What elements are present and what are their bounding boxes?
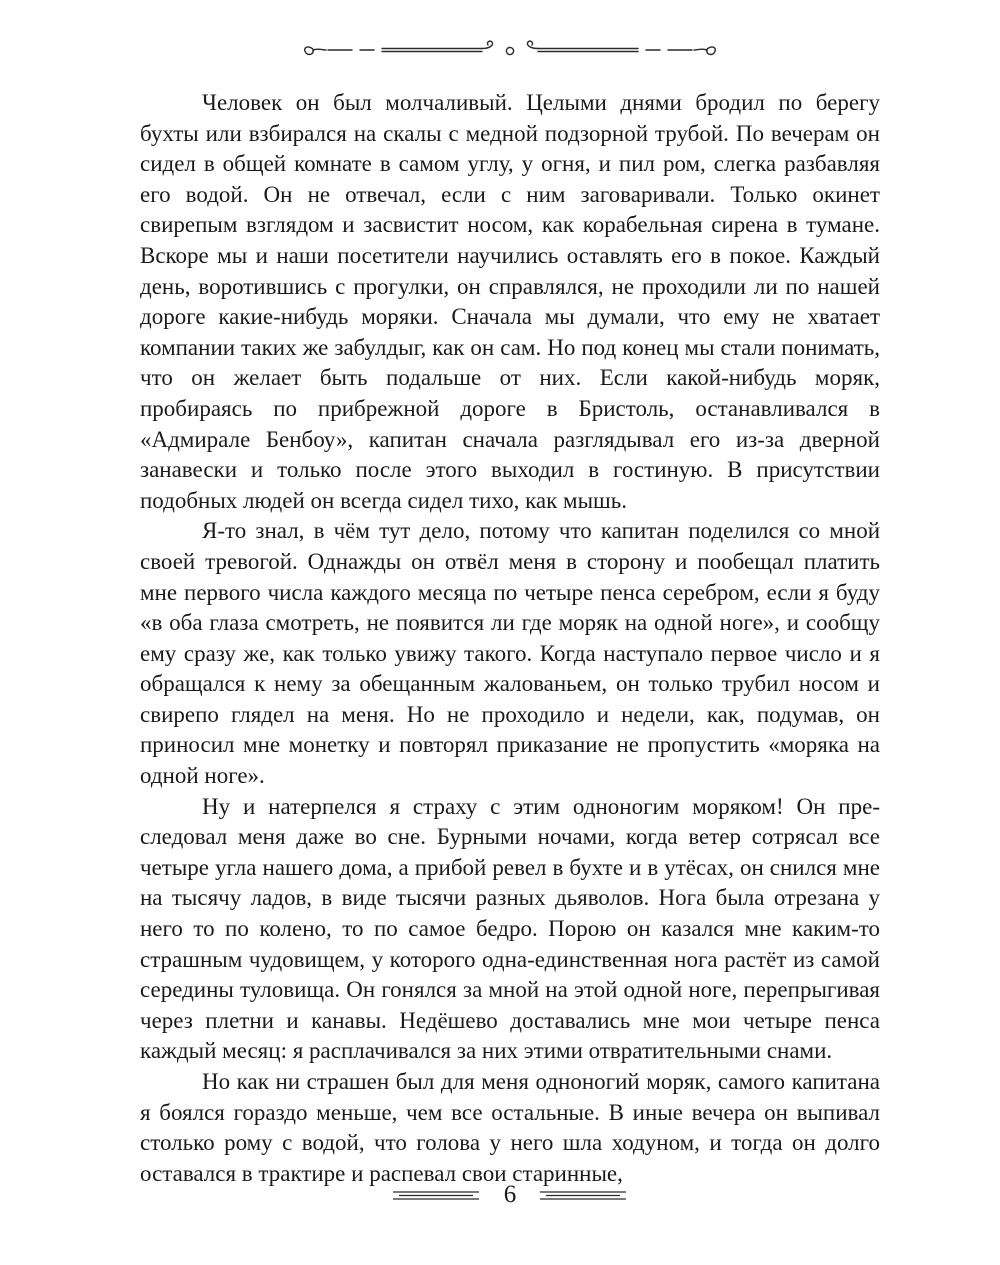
paragraph-1: Человек он был молчаливый. Целыми днями бродил по берегу бухты или взбирался на скалы с медной подзорной трубой. По вечерам он сидел в общей комнате в самом углу, у огня, и пил ром, слегка разбавляя его водой. Он не отвечал, если с ним заговаривали. Только окинет свирепым взглядом и засвистит носом, как корабельная сирена в тумане. Вскоре мы и наши посетители научились оставлять его в покое. Каждый день, воротившись с прогулки, он справлялся, не проходили ли по нашей дороге какие-нибудь моряки. Сначала мы думали, что ему не хватает компании таких же забулдыг, как он сам. Но под конец мы стали понимать, что он желает быть подальше от них. Если какой-нибудь моряк, пробираясь по прибрежной дороге в Бристоль, останавливался в «Адмирале Бенбоу», капитан сначала разглядывал его из-за дверной занавески и только после этого выходил в гостиную. В присутствии подобных людей он всегда сидел тихо, как мышь.	[140, 90, 880, 513]
flourish-divider-icon	[300, 38, 720, 60]
page-footer	[0, 1178, 1000, 1214]
paragraph-4: Но как ни страшен был для меня одноногий моряк, самого капитана я боялся гораздо меньше, чем все остальные. В иные вечера он выпивал столько рому с водой, что голова у него шла ходуном, и тогда он долго оставался в трактире и распевал свои старинные,	[140, 1069, 880, 1186]
page-number: 6	[503, 1181, 517, 1208]
footer-rule-right-icon	[540, 1189, 626, 1201]
paragraph-2: Я-то знал, в чём тут дело, потому что капитан поделился со мной своей тревогой. Однажды он отвёл меня в сторону и пообещал платить мне первого числа каждого месяца по четыре пенса серебром, если я буду «в оба глаза смотреть, не появится ли где моряк на одной ноге», и сообщу ему сразу же, как только увижу такого. Когда наступало первое число и я обращался к нему за обещанным жалованьем, он только трубил носом и свирепо глядел на меня. Но не проходило и недели, как, подумав, он приносил мне монетку и повторял приказание не пропустить «моряка на одной ноге».	[140, 518, 880, 789]
main-text	[140, 88, 880, 1189]
footer-rule-left-icon	[393, 1189, 479, 1201]
paragraph-3: Ну и натерпелся я страху с этим одноногим моряком! Он преследовал меня даже во сне. Бурными ночами, когда ветер сотрясал все четыре угла нашего дома, а прибой ревел в бухте и в утёсах, он снился мне на тысячу ладов, в виде тысячи разных дьяволов. Нога была отрезана у него то по колено, то по самое бедро. Порою он казался мне каким-то страшным чудовищем, у которого одна-единственная нога растёт из самой середины туловища. Он гонялся за мной на этой одной ноге, перепрыгивая через плетни и канавы. Недёшево доставались мне мои четыре пенса каждый месяц: я расплачивался за них этими отвратительными снами.	[140, 793, 880, 1064]
